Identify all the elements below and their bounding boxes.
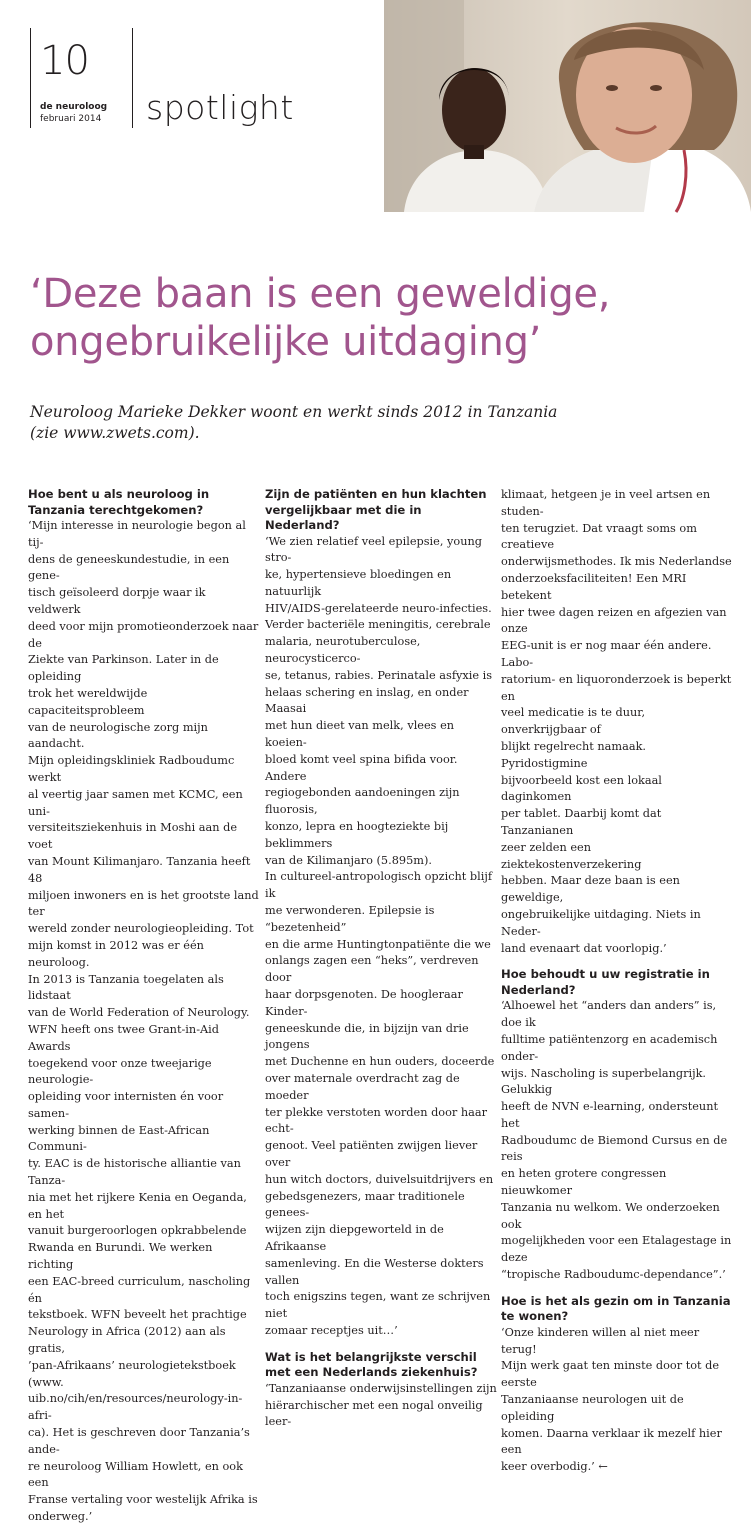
- text-line: keer overbodig.’ ←: [501, 1460, 608, 1474]
- text-line: ’pan-Afrikaans’ neurologietekstboek (www.: [28, 1358, 236, 1389]
- text-line: wereld zonder neurologieopleiding. Tot: [28, 922, 254, 936]
- headline-line: ongebruikelijke uitdaging’: [30, 319, 542, 365]
- question-heading: Hoe bent u als neuroloog in Tanzania terechtgekomen?: [28, 487, 210, 517]
- text-line: ongebruikelijke uitdaging. Niets in Neder-: [501, 907, 701, 938]
- text-line: geneeskunde die, in bijzijn van drie jongens: [265, 1021, 469, 1052]
- text-line: van de neurologische zorg mijn aandacht.: [28, 720, 208, 751]
- text-line: over maternale overdracht zag de moeder: [265, 1072, 460, 1102]
- text-line: samenleving. En die Westerse dokters vallen: [265, 1256, 484, 1287]
- text-line: bijvoorbeeld kost een lokaal daginkomen: [501, 773, 662, 804]
- text-line: wijzen zijn diepgeworteld in de Afrikaanse: [265, 1223, 444, 1253]
- text-line: ca). Het is geschreven door Tanzania’s ande-: [28, 1426, 250, 1456]
- text-line: EEG-unit is er nog maar één andere. Labo-: [501, 639, 712, 669]
- text-line: en die arme Huntingtonpatiënte die we: [265, 937, 491, 951]
- text-line: onlangs zagen een “heks”, verdreven door: [265, 954, 479, 985]
- answer-paragraph: [501, 1325, 733, 1476]
- text-line: zeer zelden een ziektekostenverzekering: [501, 840, 642, 871]
- text-line: per tablet. Daarbij komt dat Tanzanianen: [501, 807, 662, 837]
- text-line: ‘Alhoewel het “anders dan anders” is, doe ik: [501, 999, 717, 1030]
- photo-illustration: [384, 0, 751, 212]
- header-divider-left: [30, 28, 31, 128]
- text-line: Verder bacteriële meningitis, cerebrale: [265, 618, 491, 632]
- text-line: van de Kilimanjaro (5.895m).: [265, 853, 432, 867]
- text-line: en heten grotere congressen nieuwkomer: [501, 1167, 667, 1198]
- text-line: tekstboek. WFN beveelt het prachtige: [28, 1308, 247, 1322]
- text-line: Tanzania nu welkom. We onderzoeken ook: [501, 1200, 720, 1231]
- text-line: ‘Tanzaniaanse onderwijsinstellingen zijn: [265, 1381, 497, 1395]
- text-line: HIV/AIDS-gerelateerde neuro-infecties.: [265, 601, 492, 615]
- text-line: In 2013 is Tanzania toegelaten als lidstaat: [28, 972, 224, 1003]
- text-line: WFN heeft ons twee Grant-in-Aid Awards: [28, 1022, 220, 1053]
- article-intro: [30, 402, 590, 444]
- text-line: met hun dieet van melk, vlees en koeien-: [265, 719, 455, 750]
- text-line: al veertig jaar samen met KCMC, een uni-: [28, 787, 243, 818]
- text-line: met Duchenne en hun ouders, doceerde: [265, 1055, 495, 1069]
- text-line: werking binnen de East-African Communi-: [28, 1123, 210, 1154]
- text-line: Radboudumc de Biemond Cursus en de reis: [501, 1133, 728, 1164]
- question-heading: Wat is het belangrijkste verschil met een Nederlands ziekenhuis?: [265, 1349, 478, 1380]
- answer-paragraph: [501, 487, 733, 957]
- text-line: uib.no/cih/en/resources/neurology-in-afri-: [28, 1392, 243, 1423]
- headline-line: ‘Deze baan is een geweldige,: [30, 271, 611, 317]
- intro-line: (zie www.zwets.com).: [30, 424, 200, 442]
- text-line: klimaat, hetgeen je in veel artsen en studen-: [501, 488, 711, 518]
- text-line: versiteitsziekenhuis in Moshi aan de voet: [28, 821, 238, 852]
- text-line: genoot. Veel patiënten zwijgen liever over: [265, 1139, 478, 1169]
- text-line: ‘Onze kinderen willen al niet meer terug!: [501, 1325, 700, 1356]
- text-line: mogelijkheden voor een Etalagestage in deze: [501, 1234, 732, 1265]
- article-column-3: [501, 487, 733, 1474]
- text-line: nia met het rijkere Kenia en Oeganda, en het: [28, 1190, 247, 1221]
- intro-line: Neuroloog Marieke Dekker woont en werkt sinds 2012 in Tanzania: [30, 403, 558, 421]
- text-line: ‘Mijn interesse in neurologie begon al tij-: [28, 519, 246, 549]
- text-line: vanuit burgeroorlogen opkrabbelende: [28, 1224, 247, 1238]
- text-line: Ziekte van Parkinson. Later in de opleiding: [28, 653, 219, 684]
- text-line: Franse vertaling voor westelijk Afrika is: [28, 1493, 258, 1507]
- answer-paragraph: [501, 998, 733, 1284]
- article-photo: [384, 0, 751, 212]
- text-line: zomaar receptjes uit…’: [265, 1323, 398, 1337]
- text-line: helaas schering en inslag, en onder Maasai: [265, 685, 469, 716]
- text-line: se, tetanus, rabies. Perinatale asfyxie is: [265, 668, 493, 682]
- answer-paragraph: [265, 534, 497, 1340]
- text-line: ratorium- en liquoronderzoek is beperkt en: [501, 672, 732, 703]
- magazine-name: de neuroloog: [40, 102, 108, 112]
- text-line: komen. Daarna verklaar ik mezelf hier een: [501, 1426, 722, 1457]
- text-line: “tropische Radboudumc-dependance”.’: [501, 1268, 726, 1282]
- text-line: malaria, neurotuberculose, neurocysticerco-: [265, 635, 421, 666]
- text-line: Mijn werk gaat ten minste door tot de eerste: [501, 1359, 720, 1390]
- question-heading: Hoe is het als gezin om in Tanzania te wonen?: [501, 1293, 731, 1324]
- text-line: tisch geïsoleerd dorpje waar ik veldwerk: [28, 586, 206, 616]
- text-line: heeft de NVN e-learning, ondersteunt het: [501, 1100, 719, 1130]
- text-line: Rwanda en Burundi. We werken richting: [28, 1241, 213, 1272]
- text-line: hier twee dagen reizen en afgezien van onze: [501, 605, 727, 636]
- text-line: van de World Federation of Neurology.: [28, 1006, 250, 1020]
- text-line: toegekend voor onze tweejarige neurologie-: [28, 1056, 212, 1087]
- text-line: Tanzaniaanse neurologen uit de opleiding: [501, 1393, 684, 1423]
- text-line: onderwijsmethodes. Ik mis Nederlandse: [501, 555, 732, 569]
- question-heading: Zijn de patiënten en hun klachten vergelijkbaar met die in Nederland?: [265, 487, 487, 532]
- text-line: toch enigszins tegen, want ze schrijven niet: [265, 1290, 491, 1321]
- text-line: deed voor mijn promotieonderzoek naar de: [28, 619, 259, 650]
- text-line: hiërarchischer met een nogal onveilig leer-: [265, 1398, 483, 1429]
- question-heading: Hoe behoudt u uw registratie in Nederland?: [501, 967, 710, 997]
- answer-paragraph: [265, 1381, 497, 1431]
- text-line: gebedsgenezers, maar traditionele genees-: [265, 1189, 465, 1220]
- text-line: blijkt regelrecht namaak. Pyridostigmine: [501, 739, 647, 770]
- text-line: haar dorpsgenoten. De hoogleraar Kinder-: [265, 988, 463, 1018]
- text-line: trok het wereldwijde capaciteitsprobleem: [28, 686, 148, 717]
- text-line: veel medicatie is te duur, onverkrijgbaar of: [501, 706, 646, 737]
- text-line: In cultureel-antropologisch opzicht blijf ik: [265, 870, 493, 901]
- text-line: Mijn opleidingskliniek Radboudumc werkt: [28, 754, 235, 784]
- section-title: spotlight: [146, 88, 294, 127]
- text-line: Neurology in Africa (2012) aan als gratis,: [28, 1325, 226, 1356]
- text-line: hebben. Maar deze baan is een geweldige,: [501, 874, 680, 905]
- text-line: een EAC-breed curriculum, nascholing én: [28, 1274, 251, 1305]
- text-line: mijn komst in 2012 was er één neuroloog.: [28, 938, 204, 969]
- text-line: ty. EAC is de historische alliantie van Tanza-: [28, 1157, 241, 1188]
- text-line: me verwonderen. Epilepsie is “bezetenheid”: [265, 904, 435, 934]
- text-line: onderzoeksfaciliteiten! Een MRI betekent: [501, 571, 687, 602]
- text-line: ‘We zien relatief veel epilepsie, young stro-: [265, 534, 482, 565]
- text-line: opleiding voor internisten én voor samen-: [28, 1090, 224, 1120]
- text-line: van Mount Kilimanjaro. Tanzania heeft 48: [28, 854, 251, 885]
- text-line: bloed komt veel spina bifida voor. Andere: [265, 752, 458, 783]
- text-line: onderweg.’: [28, 1510, 93, 1524]
- answer-paragraph: [28, 518, 260, 1526]
- text-line: ter plekke verstoten worden door haar echt-: [265, 1105, 488, 1136]
- text-line: land evenaart dat voorlopig.’: [501, 941, 667, 955]
- issue-date: februari 2014: [40, 114, 102, 124]
- text-line: miljoen inwoners en is het grootste land ter: [28, 888, 259, 919]
- article-column-1: [28, 487, 260, 1524]
- article-headline: [30, 270, 730, 366]
- text-line: dens de geneeskundestudie, in een gene-: [28, 552, 230, 583]
- text-line: ten terugziet. Dat vraagt soms om creatieve: [501, 521, 697, 552]
- text-line: regiogebonden aandoeningen zijn fluorosis,: [265, 786, 460, 817]
- header-divider-right: [132, 28, 133, 128]
- text-line: ke, hypertensieve bloedingen en natuurlijk: [265, 568, 452, 598]
- text-line: hun witch doctors, duivelsuitdrijvers en: [265, 1172, 494, 1186]
- text-line: konzo, lepra en hoogteziekte bij beklimmers: [265, 820, 449, 850]
- text-line: wijs. Nascholing is superbelangrijk. Gelukkig: [501, 1066, 707, 1097]
- text-line: re neuroloog William Howlett, en ook een: [28, 1459, 243, 1490]
- article-column-2: [265, 487, 497, 1429]
- page-number: 10: [40, 38, 89, 84]
- text-line: fulltime patiëntenzorg en academisch onder-: [501, 1032, 718, 1063]
